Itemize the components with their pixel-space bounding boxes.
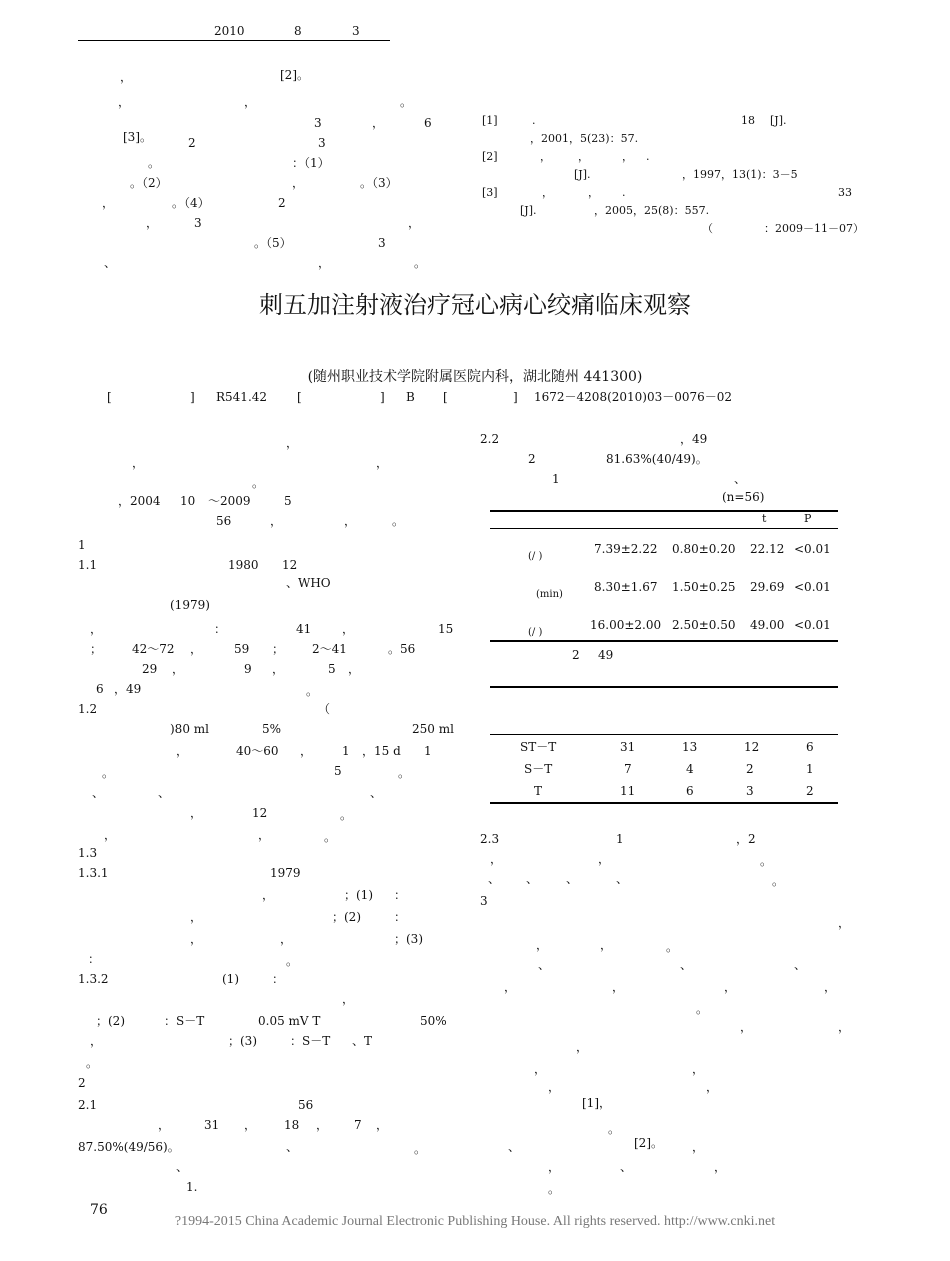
text-fragment: 1.3 [78, 846, 98, 860]
text-fragment: 。 [340, 808, 353, 822]
text-fragment: ， [576, 1040, 589, 1054]
table-cell: 1 [806, 762, 814, 776]
table-cell: 4 [686, 762, 694, 776]
text-fragment: 18 [284, 1118, 300, 1132]
classification-fragment: B [406, 390, 415, 404]
table-cell: 12 [744, 740, 760, 754]
text-fragment: ， [714, 1160, 727, 1174]
text-fragment: ， [838, 916, 851, 930]
text-fragment: 。（2） [130, 176, 168, 190]
text-fragment: 1 [616, 832, 624, 846]
table-cell: (/ ) [528, 627, 543, 638]
text-fragment: ， [598, 852, 611, 866]
table-cell: S－T [524, 762, 553, 776]
table-cell: 11 [620, 784, 636, 798]
table-cell: 6 [686, 784, 694, 798]
text-fragment: 、 [488, 872, 501, 886]
table-cell: 2 [746, 762, 754, 776]
text-fragment: 5 [328, 662, 336, 676]
text-fragment: 。 [86, 1056, 99, 1070]
table-cell: 2.50±0.50 [672, 618, 736, 632]
text-fragment: 、 [176, 1160, 189, 1174]
text-fragment: ， [612, 980, 625, 994]
text-fragment: 、 [370, 786, 383, 800]
text-fragment: 。 [252, 476, 265, 490]
reference-fragment: . [622, 186, 626, 199]
table-cell: 22.12 [750, 542, 785, 556]
classification-fragment: ] [513, 390, 518, 404]
page-number: 76 [90, 1202, 108, 1218]
table-cell: 31 [620, 740, 636, 754]
text-fragment: 2 [528, 452, 536, 466]
text-fragment: 、 [158, 786, 171, 800]
text-fragment: 。（5） [254, 236, 292, 250]
table-cell: <0.01 [794, 542, 831, 556]
text-fragment: ， [376, 456, 389, 470]
text-fragment: 、 [680, 958, 693, 972]
text-fragment: ， [824, 980, 837, 994]
reference-fragment: [J]. [520, 204, 537, 217]
text-fragment: ， [342, 992, 355, 1006]
classification-fragment: R541.42 [216, 390, 268, 404]
text-fragment: ， [316, 1118, 329, 1132]
text-fragment: 5 [334, 764, 342, 778]
table-cell: <0.01 [794, 580, 831, 594]
text-fragment: 7 [354, 1118, 362, 1132]
table-1-n: (n=56) [722, 490, 765, 504]
table-2-caption-num: 2 [572, 648, 580, 662]
text-fragment: 50% [420, 1014, 447, 1028]
table-2-bottom-rule [490, 802, 838, 804]
table-cell: 6 [806, 740, 814, 754]
text-fragment: 。 [414, 256, 427, 270]
text-fragment: ， [270, 514, 283, 528]
table-1-header-p: P [804, 512, 812, 525]
table-cell: ST－T [520, 740, 557, 754]
text-fragment: 81.63%(40/49)。 [606, 452, 708, 466]
text-fragment: ，2004 [118, 494, 161, 508]
text-fragment: ， [172, 662, 185, 676]
text-fragment: 3 [378, 236, 386, 250]
text-fragment: ；(2) [332, 910, 361, 924]
table-2-top-rule [490, 686, 838, 688]
table-cell: 7.39±2.22 [594, 542, 658, 556]
text-fragment: ， [504, 980, 517, 994]
text-fragment: ， [344, 514, 357, 528]
text-fragment: 、 [734, 472, 747, 486]
reference-fragment: [J]. [574, 168, 591, 181]
text-fragment: ；(3) [394, 932, 423, 946]
text-fragment: ；(1) [344, 888, 373, 902]
text-fragment: ， [258, 828, 271, 842]
reference-fragment: ， [578, 150, 589, 163]
text-fragment: 。 [548, 1182, 561, 1196]
text-fragment: 40～60 [236, 744, 279, 758]
table-2-caption-n: 49 [598, 648, 614, 662]
table-cell: 29.69 [750, 580, 785, 594]
text-fragment: 56 [298, 1098, 314, 1112]
table-1-header-t: t [762, 512, 767, 525]
text-fragment: 、 [526, 872, 539, 886]
text-fragment: 56 [216, 514, 232, 528]
text-fragment: 。 [324, 830, 337, 844]
classification-fragment: [ [107, 390, 112, 404]
text-fragment: 3 [318, 136, 326, 150]
table-cell: 16.00±2.00 [590, 618, 662, 632]
article-title: 刺五加注射液治疗冠心病心绞痛临床观察 [259, 291, 691, 319]
header-year: 2010 [214, 24, 245, 38]
text-fragment: 250 ml [412, 722, 454, 736]
text-fragment: 。56 [388, 642, 416, 656]
text-fragment: ：S－T [290, 1034, 331, 1048]
text-fragment: 。 [772, 874, 785, 888]
table-cell: 13 [682, 740, 698, 754]
text-fragment: ；(3) [228, 1034, 257, 1048]
text-fragment: 1 [78, 538, 86, 552]
reference-fragment: ：2009－11－07） [764, 222, 864, 235]
table-cell: (min) [536, 589, 563, 600]
text-fragment: ， [244, 95, 257, 109]
reference-fragment: [2] [482, 150, 498, 163]
classification-fragment: ] [380, 390, 385, 404]
text-fragment: ， [692, 1062, 705, 1076]
reference-fragment: 33 [838, 186, 852, 199]
text-fragment: ， [146, 216, 159, 230]
text-fragment: 3 [194, 216, 202, 230]
text-fragment: ， [286, 436, 299, 450]
table-cell: (/ ) [528, 551, 543, 562]
text-fragment: [1]， [582, 1096, 611, 1110]
text-fragment: 。 [414, 1142, 427, 1156]
text-fragment: 1 [342, 744, 350, 758]
table-cell: 3 [746, 784, 754, 798]
text-fragment: ， [300, 744, 313, 758]
text-fragment: 。 [400, 95, 413, 109]
table-cell: T [534, 784, 543, 798]
text-fragment: ，2 [736, 832, 756, 846]
text-fragment: ， [190, 642, 203, 656]
text-fragment: 1.1 [78, 558, 98, 572]
text-fragment: ， [102, 196, 115, 210]
text-fragment: ， [318, 256, 331, 270]
text-fragment: ， [262, 888, 275, 902]
text-fragment: ， [838, 1020, 851, 1034]
text-fragment: ，15 d [362, 744, 401, 758]
text-fragment: ： [394, 910, 407, 924]
text-fragment: 2～41 [312, 642, 347, 656]
text-fragment: 。（3） [360, 176, 398, 190]
text-fragment: ， [348, 662, 361, 676]
text-fragment: ， [600, 938, 613, 952]
text-fragment: 、 [104, 256, 117, 270]
text-fragment: 。 [102, 766, 115, 780]
reference-fragment: 18 [741, 114, 755, 127]
text-fragment: 。 [608, 1122, 621, 1136]
classification-fragment: [ [297, 390, 302, 404]
text-fragment: 6 [424, 116, 432, 130]
text-fragment: 1. [186, 1180, 198, 1194]
table-2-mid-rule [490, 734, 838, 735]
text-fragment: ； [272, 642, 285, 656]
text-fragment: 。（4） [172, 196, 210, 210]
text-fragment: 0.05 mV T [258, 1014, 321, 1028]
text-fragment: ， [190, 910, 203, 924]
reference-fragment: （ [702, 222, 713, 235]
text-fragment: 、 [538, 958, 551, 972]
classification-fragment: ] [190, 390, 195, 404]
text-fragment: 、 [286, 1140, 299, 1154]
text-fragment: 1 [424, 744, 432, 758]
text-fragment: ；(2) [96, 1014, 125, 1028]
text-fragment: 、 [508, 1140, 521, 1154]
text-fragment: ， [280, 932, 293, 946]
text-fragment: ，49 [680, 432, 708, 446]
text-fragment: ， [272, 662, 285, 676]
text-fragment: 42～72 [132, 642, 175, 656]
text-fragment: ， [534, 1062, 547, 1076]
affiliation: (随州职业技术学院附属医院内科，湖北随州 441300) [307, 369, 643, 385]
text-fragment: 。 [696, 1002, 709, 1016]
text-fragment: (1979) [170, 598, 210, 612]
text-fragment: ， [536, 938, 549, 952]
reference-fragment: [3] [482, 186, 498, 199]
text-fragment: ， [692, 1140, 705, 1154]
header-month: 8 [294, 24, 302, 38]
reference-fragment: ， [542, 186, 553, 199]
text-fragment: 1979 [270, 866, 301, 880]
text-fragment: 。 [398, 766, 411, 780]
table-cell: 7 [624, 762, 632, 776]
table-cell: 2 [806, 784, 814, 798]
text-fragment: 。 [666, 940, 679, 954]
classification-fragment: [ [443, 390, 448, 404]
text-fragment: 9 [244, 662, 252, 676]
reference-fragment: ， [588, 186, 599, 199]
text-fragment: 2.1 [78, 1098, 98, 1112]
text-fragment: ： [88, 952, 101, 966]
text-fragment: 2 [78, 1076, 86, 1090]
text-fragment: 、 [92, 786, 105, 800]
text-fragment: 87.50%(49/56)。 [78, 1140, 180, 1154]
text-fragment: ， [740, 1020, 753, 1034]
table-1-top-rule [490, 510, 838, 512]
text-fragment: 1 [552, 472, 560, 486]
reference-fragment: . [532, 114, 536, 127]
reference-fragment: ， [540, 150, 551, 163]
text-fragment: 1980 [228, 558, 259, 572]
text-fragment: ： [214, 622, 227, 636]
text-fragment: 2.2 [480, 432, 500, 446]
reference-fragment: ，2005，25(8)：557. [594, 204, 710, 217]
text-fragment: 2 [188, 136, 196, 150]
text-fragment: 31 [204, 1118, 220, 1132]
table-cell: 49.00 [750, 618, 785, 632]
text-fragment: 、 [794, 958, 807, 972]
text-fragment: 6 [96, 682, 104, 696]
text-fragment: ， [176, 744, 189, 758]
text-fragment: ， [132, 456, 145, 470]
text-fragment: 。 [760, 854, 773, 868]
text-fragment: 3 [480, 894, 488, 908]
text-fragment: 。 [306, 684, 319, 698]
text-fragment: 12 [282, 558, 298, 572]
header-issue: 3 [352, 24, 360, 38]
text-fragment: ：（1） [292, 156, 330, 170]
text-fragment: ， [104, 828, 117, 842]
text-fragment: 41 [296, 622, 312, 636]
text-fragment: ， [90, 1034, 103, 1048]
reference-fragment: [J]. [770, 114, 787, 127]
text-fragment: ： [394, 888, 407, 902]
text-fragment: 2.3 [480, 832, 500, 846]
text-fragment: 15 [438, 622, 454, 636]
reference-fragment: . [646, 150, 650, 163]
text-fragment: [2]。 [634, 1136, 663, 1150]
text-fragment: 。 [148, 156, 161, 170]
text-fragment: ； [90, 642, 103, 656]
text-fragment: 29 [142, 662, 158, 676]
reference-fragment: ，1997，13(1)：3－5 [682, 168, 798, 181]
text-fragment: 5 [284, 494, 292, 508]
text-fragment: 、 [616, 872, 629, 886]
text-fragment: ， [372, 116, 385, 130]
text-fragment: （ [318, 702, 331, 716]
text-fragment: ， [376, 1118, 389, 1132]
text-fragment: ：S－T [164, 1014, 205, 1028]
table-1-mid-rule [490, 528, 838, 529]
text-fragment: ， [158, 1118, 171, 1132]
text-fragment: 、WHO [286, 576, 331, 590]
text-fragment: ： [272, 972, 285, 986]
text-fragment: 5% [262, 722, 282, 736]
text-fragment: 2 [278, 196, 286, 210]
text-fragment: ， [118, 95, 131, 109]
text-fragment: ～2009 [208, 494, 251, 508]
text-fragment: ， [120, 70, 133, 84]
text-fragment: 59 [234, 642, 250, 656]
table-1-bottom-rule [490, 640, 838, 642]
copyright-footer: ?1994-2015 China Academic Journal Electronic Publishing House. All rights reserved. http://www.cnki.net [174, 1214, 776, 1229]
text-fragment: 1.2 [78, 702, 98, 716]
text-fragment: (1) [222, 972, 239, 986]
table-cell: 0.80±0.20 [672, 542, 736, 556]
text-fragment: 。 [286, 954, 299, 968]
text-fragment: ， [190, 806, 203, 820]
text-fragment: 、 [566, 872, 579, 886]
text-fragment: ， [408, 216, 421, 230]
text-fragment: ， [548, 1080, 561, 1094]
text-fragment: ， [244, 1118, 257, 1132]
text-fragment: 1.3.1 [78, 866, 109, 880]
text-fragment: 。 [392, 514, 405, 528]
header-rule [78, 40, 390, 41]
text-fragment: 12 [252, 806, 268, 820]
text-fragment: )80 ml [170, 722, 209, 736]
reference-fragment: [1] [482, 114, 498, 127]
text-fragment: ， [706, 1080, 719, 1094]
classification-fragment: 1672－4208(2010)03－0076－02 [534, 390, 733, 404]
text-fragment: [2]。 [280, 68, 309, 82]
text-fragment: ， [292, 176, 305, 190]
text-fragment: ， [90, 622, 103, 636]
reference-fragment: ， [622, 150, 633, 163]
text-fragment: ，49 [114, 682, 142, 696]
text-fragment: [3]。 [123, 130, 152, 144]
table-cell: 1.50±0.25 [672, 580, 736, 594]
reference-fragment: ，2001，5(23)：57. [530, 132, 639, 145]
text-fragment: ， [724, 980, 737, 994]
text-fragment: ， [548, 1160, 561, 1174]
text-fragment: 1.3.2 [78, 972, 109, 986]
text-fragment: 、T [352, 1034, 373, 1048]
text-fragment: 、 [620, 1160, 633, 1174]
text-fragment: ， [190, 932, 203, 946]
text-fragment: ， [490, 852, 503, 866]
table-cell: 8.30±1.67 [594, 580, 658, 594]
table-cell: <0.01 [794, 618, 831, 632]
text-fragment: 3 [314, 116, 322, 130]
text-fragment: 10 [180, 494, 196, 508]
text-fragment: ， [342, 622, 355, 636]
